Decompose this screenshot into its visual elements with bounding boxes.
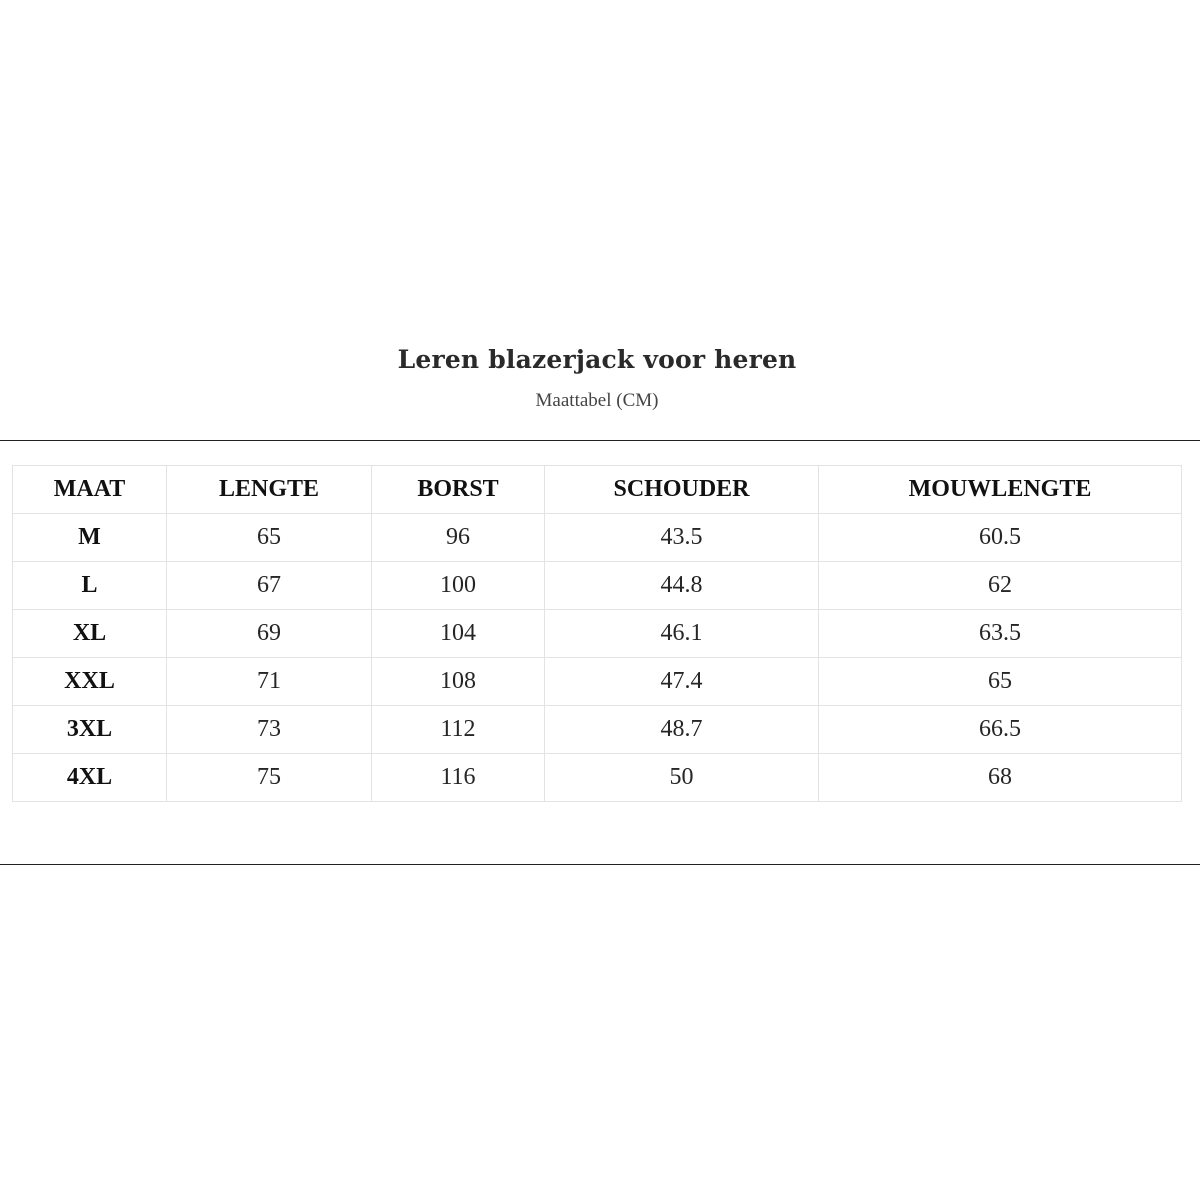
table-row [13, 706, 1182, 754]
top-divider [0, 440, 1200, 441]
shoulder-cell: 47.4 [545, 658, 819, 706]
column-header-maat: MAAT [13, 466, 167, 514]
chest-cell: 96 [372, 514, 545, 562]
chest-cell: 116 [372, 754, 545, 802]
sleeve-length-cell: 65 [819, 658, 1182, 706]
sleeve-length-cell: 62 [819, 562, 1182, 610]
size-cell: XXL [13, 658, 167, 706]
size-cell: 3XL [13, 706, 167, 754]
size-cell: M [13, 514, 167, 562]
table-row [13, 514, 1182, 562]
chest-cell: 108 [372, 658, 545, 706]
column-header-schouder: SCHOUDER [545, 466, 819, 514]
table-header-row [13, 466, 1182, 514]
table-row [13, 562, 1182, 610]
size-cell: 4XL [13, 754, 167, 802]
table-row [13, 754, 1182, 802]
table-row [13, 658, 1182, 706]
page-subtitle: Maattabel (CM) [535, 390, 659, 411]
length-cell: 75 [167, 754, 372, 802]
chest-cell: 112 [372, 706, 545, 754]
column-header-borst: BORST [372, 466, 545, 514]
length-cell: 69 [167, 610, 372, 658]
length-cell: 67 [167, 562, 372, 610]
page-title: Leren blazerjack voor heren [397, 345, 797, 374]
column-header-mouwlengte: MOUWLENGTE [819, 466, 1182, 514]
length-cell: 73 [167, 706, 372, 754]
shoulder-cell: 48.7 [545, 706, 819, 754]
shoulder-cell: 44.8 [545, 562, 819, 610]
chest-cell: 104 [372, 610, 545, 658]
size-cell: L [13, 562, 167, 610]
shoulder-cell: 46.1 [545, 610, 819, 658]
table-row [13, 610, 1182, 658]
sleeve-length-cell: 63.5 [819, 610, 1182, 658]
sleeve-length-cell: 60.5 [819, 514, 1182, 562]
size-cell: XL [13, 610, 167, 658]
length-cell: 71 [167, 658, 372, 706]
size-chart-table [12, 465, 1182, 802]
length-cell: 65 [167, 514, 372, 562]
bottom-divider [0, 864, 1200, 865]
chest-cell: 100 [372, 562, 545, 610]
shoulder-cell: 50 [545, 754, 819, 802]
sleeve-length-cell: 66.5 [819, 706, 1182, 754]
column-header-lengte: LENGTE [167, 466, 372, 514]
shoulder-cell: 43.5 [545, 514, 819, 562]
sleeve-length-cell: 68 [819, 754, 1182, 802]
